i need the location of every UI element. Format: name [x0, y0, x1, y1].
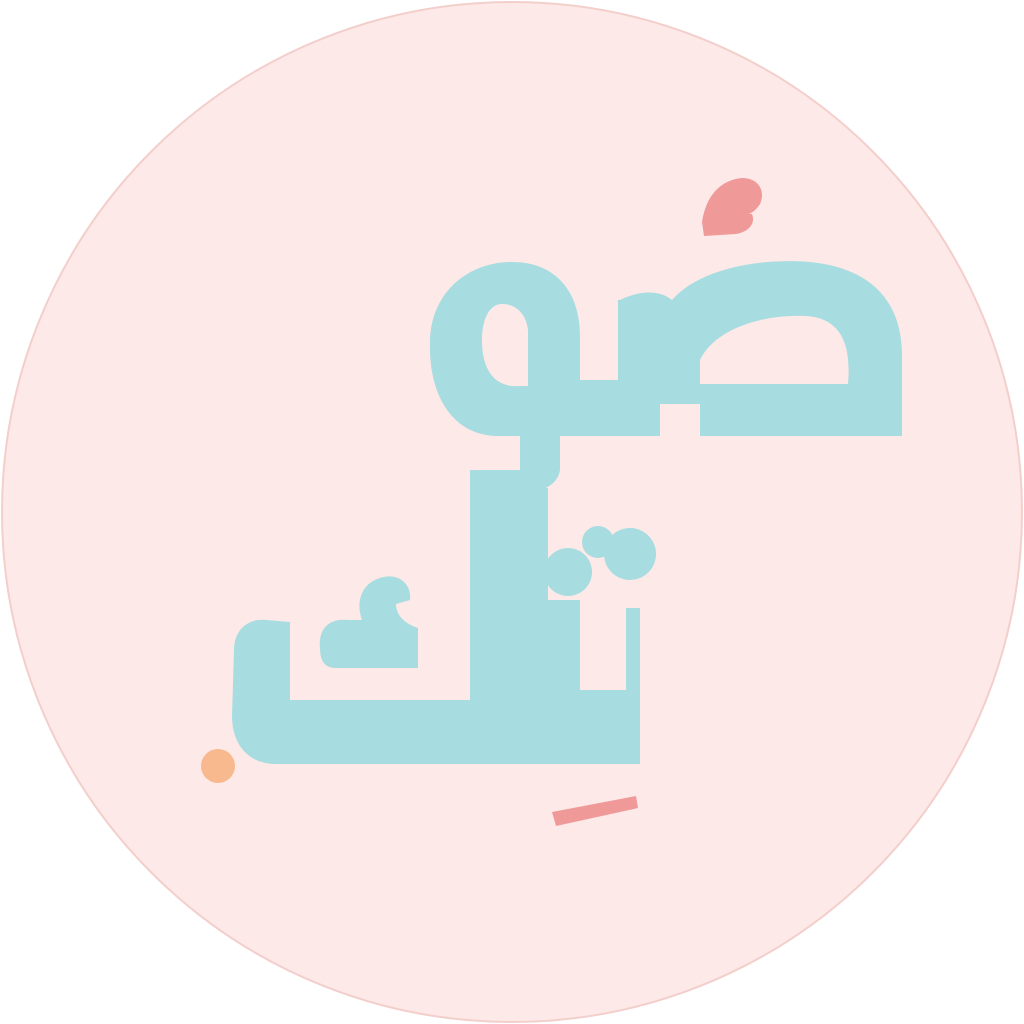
letter-teh-dot-3: [582, 526, 614, 558]
accent-dot: [201, 749, 235, 783]
letter-teh-dot-1: [544, 548, 592, 596]
